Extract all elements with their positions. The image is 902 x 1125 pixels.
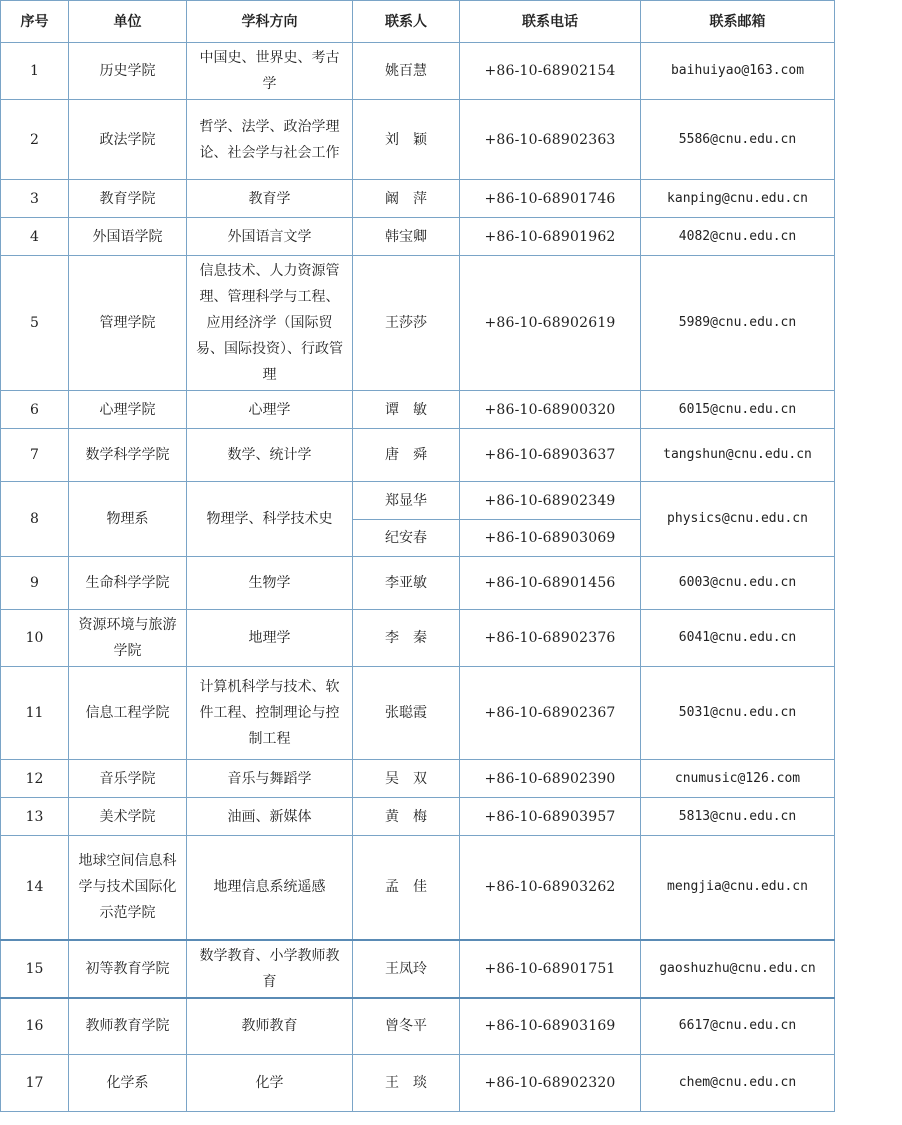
row-field: 心理学 xyxy=(187,391,353,429)
row-email: gaoshuzhu@cnu.edu.cn xyxy=(641,940,835,998)
row-idx: 14 xyxy=(1,836,69,940)
row-phone: +86-10-68902367 xyxy=(460,667,641,760)
row-phone: +86-10-68903957 xyxy=(460,798,641,836)
row-idx: 17 xyxy=(1,1055,69,1112)
row-contact: 黄 梅 xyxy=(353,798,460,836)
row-phone: +86-10-68902320 xyxy=(460,1055,641,1112)
table-row xyxy=(1,667,835,760)
table-row xyxy=(1,218,835,256)
row-phone: +86-10-68901746 xyxy=(460,180,641,218)
row-idx: 9 xyxy=(1,557,69,610)
row-field: 信息技术、人力资源管理、管理科学与工程、应用经济学（国际贸易、国际投资）、行政管理 xyxy=(187,256,353,391)
row-email: 4082@cnu.edu.cn xyxy=(641,218,835,256)
row-field: 地理信息系统遥感 xyxy=(187,836,353,940)
header-field: 学科方向 xyxy=(187,1,353,43)
row-idx: 3 xyxy=(1,180,69,218)
row-unit: 教育学院 xyxy=(69,180,187,218)
row-unit: 教师教育学院 xyxy=(69,998,187,1055)
table-row xyxy=(1,429,835,482)
table-row xyxy=(1,998,835,1055)
header-unit: 单位 xyxy=(69,1,187,43)
row-unit: 信息工程学院 xyxy=(69,667,187,760)
row-field: 音乐与舞蹈学 xyxy=(187,760,353,798)
row-contact: 王凤玲 xyxy=(353,940,460,998)
row-phone: +86-10-68902376 xyxy=(460,610,641,667)
row-phone: +86-10-68900320 xyxy=(460,391,641,429)
row-unit: 初等教育学院 xyxy=(69,940,187,998)
row-field: 中国史、世界史、考古学 xyxy=(187,43,353,100)
row-contact: 阚 萍 xyxy=(353,180,460,218)
row-email: 5031@cnu.edu.cn xyxy=(641,667,835,760)
row-contact: 孟 佳 xyxy=(353,836,460,940)
row-contact: 曾冬平 xyxy=(353,998,460,1055)
row-unit: 美术学院 xyxy=(69,798,187,836)
table-row xyxy=(1,180,835,218)
row-field: 地理学 xyxy=(187,610,353,667)
row-field: 物理学、科学技术史 xyxy=(187,482,353,557)
row-contact: 王莎莎 xyxy=(353,256,460,391)
row-contact: 郑显华 xyxy=(353,482,460,520)
row-field: 生物学 xyxy=(187,557,353,610)
table-row xyxy=(1,557,835,610)
row-field: 数学、统计学 xyxy=(187,429,353,482)
row-phone: +86-10-68901456 xyxy=(460,557,641,610)
row-phone: +86-10-68901751 xyxy=(460,940,641,998)
row-contact: 吴 双 xyxy=(353,760,460,798)
row-contact: 王 琰 xyxy=(353,1055,460,1112)
row-idx: 10 xyxy=(1,610,69,667)
row-unit: 化学系 xyxy=(69,1055,187,1112)
row-unit: 政法学院 xyxy=(69,100,187,180)
row-unit: 心理学院 xyxy=(69,391,187,429)
row-email: 6003@cnu.edu.cn xyxy=(641,557,835,610)
row-email: 5813@cnu.edu.cn xyxy=(641,798,835,836)
row-phone: +86-10-68902349 xyxy=(460,482,641,520)
row-idx: 11 xyxy=(1,667,69,760)
table-row xyxy=(1,1055,835,1112)
row-field: 计算机科学与技术、软件工程、控制理论与控制工程 xyxy=(187,667,353,760)
header-contact: 联系人 xyxy=(353,1,460,43)
row-idx: 5 xyxy=(1,256,69,391)
row-field: 化学 xyxy=(187,1055,353,1112)
row-contact: 张聪霞 xyxy=(353,667,460,760)
table-row xyxy=(1,940,835,998)
row-contact: 李 秦 xyxy=(353,610,460,667)
row-unit: 音乐学院 xyxy=(69,760,187,798)
row-field: 哲学、法学、政治学理论、社会学与社会工作 xyxy=(187,100,353,180)
row-email: 6617@cnu.edu.cn xyxy=(641,998,835,1055)
row-email: physics@cnu.edu.cn xyxy=(641,482,835,557)
row-idx: 7 xyxy=(1,429,69,482)
row-phone: +86-10-68902390 xyxy=(460,760,641,798)
row-email: 5989@cnu.edu.cn xyxy=(641,256,835,391)
table-row xyxy=(1,610,835,667)
row-email: cnumusic@126.com xyxy=(641,760,835,798)
row-field: 油画、新媒体 xyxy=(187,798,353,836)
row-unit: 地球空间信息科学与技术国际化示范学院 xyxy=(69,836,187,940)
row-contact-secondary: 纪安春 xyxy=(353,520,460,557)
row-phone: +86-10-68902154 xyxy=(460,43,641,100)
row-email: baihuiyao@163.com xyxy=(641,43,835,100)
header-idx: 序号 xyxy=(1,1,69,43)
row-email: 5586@cnu.edu.cn xyxy=(641,100,835,180)
row-idx: 1 xyxy=(1,43,69,100)
row-phone: +86-10-68902363 xyxy=(460,100,641,180)
row-field: 教育学 xyxy=(187,180,353,218)
row-idx: 16 xyxy=(1,998,69,1055)
row-contact: 韩宝卿 xyxy=(353,218,460,256)
row-phone: +86-10-68903169 xyxy=(460,998,641,1055)
row-phone-secondary: +86-10-68903069 xyxy=(460,520,641,557)
row-phone: +86-10-68901962 xyxy=(460,218,641,256)
header-phone: 联系电话 xyxy=(460,1,641,43)
row-email: chem@cnu.edu.cn xyxy=(641,1055,835,1112)
row-idx: 2 xyxy=(1,100,69,180)
row-email: 6041@cnu.edu.cn xyxy=(641,610,835,667)
row-email: mengjia@cnu.edu.cn xyxy=(641,836,835,940)
row-unit: 生命科学学院 xyxy=(69,557,187,610)
row-contact: 谭 敏 xyxy=(353,391,460,429)
table-row xyxy=(1,100,835,180)
table-row xyxy=(1,836,835,940)
row-contact: 刘 颖 xyxy=(353,100,460,180)
row-phone: +86-10-68902619 xyxy=(460,256,641,391)
row-email: kanping@cnu.edu.cn xyxy=(641,180,835,218)
row-idx: 12 xyxy=(1,760,69,798)
table-row xyxy=(1,256,835,391)
row-phone: +86-10-68903262 xyxy=(460,836,641,940)
row-idx: 4 xyxy=(1,218,69,256)
row-unit: 数学科学学院 xyxy=(69,429,187,482)
row-field: 数学教育、小学教师教育 xyxy=(187,940,353,998)
row-idx: 6 xyxy=(1,391,69,429)
table-row xyxy=(1,482,835,520)
row-unit: 资源环境与旅游学院 xyxy=(69,610,187,667)
row-idx: 13 xyxy=(1,798,69,836)
row-field: 教师教育 xyxy=(187,998,353,1055)
table-row xyxy=(1,760,835,798)
header-row xyxy=(1,1,835,43)
row-email: tangshun@cnu.edu.cn xyxy=(641,429,835,482)
row-contact: 李亚敏 xyxy=(353,557,460,610)
table-row xyxy=(1,43,835,100)
row-field: 外国语言文学 xyxy=(187,218,353,256)
row-unit: 历史学院 xyxy=(69,43,187,100)
row-unit: 管理学院 xyxy=(69,256,187,391)
row-idx: 15 xyxy=(1,940,69,998)
row-contact: 唐 舜 xyxy=(353,429,460,482)
table-row xyxy=(1,798,835,836)
row-unit: 外国语学院 xyxy=(69,218,187,256)
table-row xyxy=(1,391,835,429)
row-phone: +86-10-68903637 xyxy=(460,429,641,482)
row-contact: 姚百慧 xyxy=(353,43,460,100)
header-email: 联系邮箱 xyxy=(641,1,835,43)
row-unit: 物理系 xyxy=(69,482,187,557)
row-email: 6015@cnu.edu.cn xyxy=(641,391,835,429)
row-idx: 8 xyxy=(1,482,69,557)
